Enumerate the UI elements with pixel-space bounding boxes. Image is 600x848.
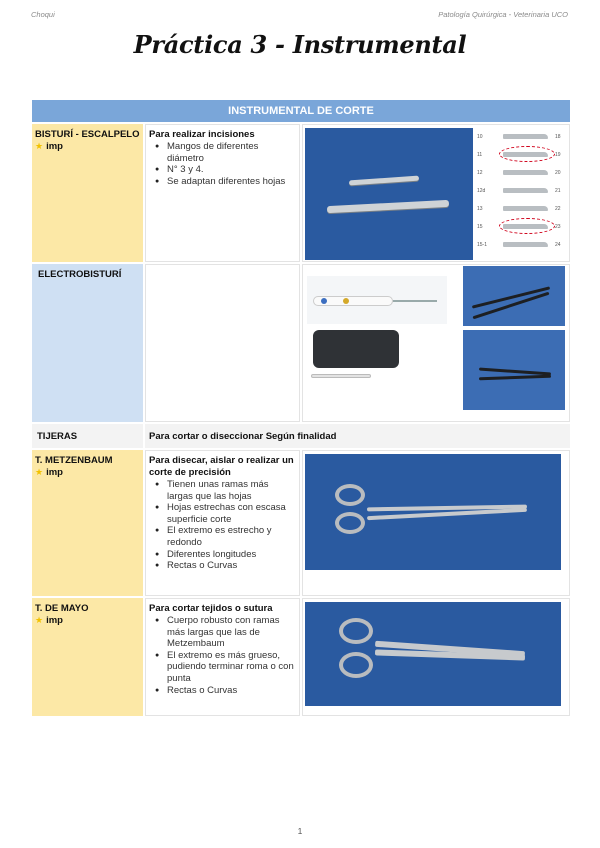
list-item: ● Se adaptan diferentes hojas <box>155 176 296 188</box>
section-header: INSTRUMENTAL DE CORTE <box>31 99 571 123</box>
description-cell <box>144 263 301 423</box>
pencil-photo <box>307 276 447 324</box>
list-item: ● Rectas o Curvas <box>155 560 296 572</box>
list-item: ● Rectas o Curvas <box>155 685 296 697</box>
list-item: ● Diferentes longitudes <box>155 549 296 561</box>
bullet-list <box>155 479 296 572</box>
category-cell <box>31 449 144 597</box>
importance-label: imp <box>46 615 63 626</box>
electrosurgical-image <box>305 266 569 420</box>
category-label: TIJERAS <box>37 430 78 442</box>
table-row <box>31 597 571 717</box>
scalpel-handles-photo <box>305 128 473 260</box>
description-lead: Para cortar tejidos o sutura <box>149 603 273 614</box>
bullet-list <box>155 141 296 187</box>
description-lead: Para realizar incisiones <box>149 129 255 140</box>
list-item: ● Cuerpo robusto con ramas más largas que las de Metzembaum <box>155 615 296 650</box>
description-cell <box>144 123 301 263</box>
importance-tag <box>35 467 140 478</box>
forceps-photo <box>463 266 565 326</box>
description-lead: Para disecar, aislar o realizar un corte de precisión <box>149 455 294 478</box>
bar-cell <box>144 423 571 449</box>
importance-label: imp <box>46 467 63 478</box>
importance-tag <box>35 141 140 152</box>
blade-chart-photo: 10 11 12 12d 13 15 15-1 18 19 20 21 22 23 24 <box>475 128 565 256</box>
list-item: ● N° 3 y 4. <box>155 164 296 176</box>
category-cell <box>31 123 144 263</box>
list-item: ● Tienen unas ramas más largas que las hojas <box>155 479 296 502</box>
category-label: ELECTROBISTURÍ <box>38 269 122 280</box>
page-number: 1 <box>297 826 303 836</box>
star-icon: ★ <box>35 467 44 477</box>
category-label: BISTURÍ - ESCALPELO <box>35 129 140 140</box>
bipolar-photo <box>463 330 565 410</box>
image-cell <box>301 597 571 717</box>
image-cell <box>301 263 571 423</box>
table-row <box>31 123 571 263</box>
importance-tag <box>35 615 140 626</box>
bullet-list <box>155 615 296 696</box>
header-course: Patología Quirúrgica - Veterinaria UCO <box>438 10 568 19</box>
table-row <box>31 263 571 423</box>
page-title: Práctica 3 - Instrumental <box>133 30 467 59</box>
star-icon: ★ <box>35 615 44 625</box>
category-cell <box>31 597 144 717</box>
category-cell <box>31 423 144 449</box>
list-item: ● El extremo es estrecho y redondo <box>155 525 296 548</box>
star-icon: ★ <box>35 141 44 151</box>
instrument-table <box>30 98 572 718</box>
image-cell <box>301 449 571 597</box>
table-row <box>31 423 571 449</box>
list-item: ● Hojas estrechas con escasa superficie corte <box>155 502 296 525</box>
bar-text: Para cortar o diseccionar Según finalidad <box>149 430 337 442</box>
category-label: T. METZENBAUM <box>35 455 113 466</box>
plate-photo <box>307 326 411 392</box>
mayo-photo <box>305 602 561 706</box>
table-row <box>31 449 571 597</box>
list-item: ● Mangos de diferentes diámetro <box>155 141 296 164</box>
importance-label: imp <box>46 141 63 152</box>
header-author: Choqui <box>31 10 55 19</box>
description-cell <box>144 449 301 597</box>
description-cell <box>144 597 301 717</box>
category-cell <box>31 263 144 423</box>
metzenbaum-photo <box>305 454 561 570</box>
image-cell <box>301 123 571 263</box>
category-label: T. DE MAYO <box>35 603 89 614</box>
list-item: ● El extremo es más grueso, pudiendo terminar roma o con punta <box>155 650 296 685</box>
scalpel-image <box>305 126 569 260</box>
